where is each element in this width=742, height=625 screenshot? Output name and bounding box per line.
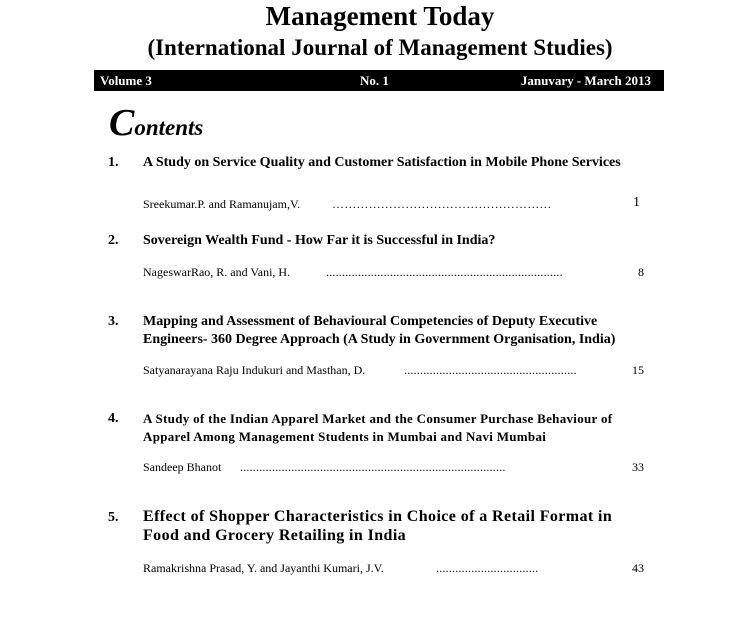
entry-authors: NageswarRao, R. and Vani, H.: [143, 265, 291, 279]
entry-page-number[interactable]: 33: [632, 460, 644, 474]
entry-number: 2.: [108, 233, 119, 248]
entry-title[interactable]: Mapping and Assessment of Behavioural Competencies of Deputy Executive Engineers- 360 Degree Approach (A Study in Government Organisation, India): [143, 314, 616, 347]
entry-leader: ..........................................................................: [326, 265, 563, 279]
entry-number: 5.: [108, 510, 119, 525]
entry-number: 3.: [108, 314, 119, 329]
entry-title[interactable]: A Study on Service Quality and Customer Satisfaction in Mobile Phone Services: [143, 155, 621, 170]
entry-number: 4.: [108, 411, 119, 426]
issue-period: Januvary - March 2013: [520, 73, 651, 88]
entry-title[interactable]: A Study of the Indian Apparel Market and the Consumer Purchase Behaviour of Apparel Among Management Students in Mumbai and Navi Mumbai: [143, 411, 613, 444]
entry-page-number[interactable]: 43: [632, 561, 644, 575]
entry-number: 1.: [108, 155, 119, 170]
journal-title: Management Today: [265, 1, 495, 31]
journal-subtitle: (International Journal of Management Studies): [147, 35, 613, 60]
entry-page-number[interactable]: 8: [638, 265, 644, 279]
entry-authors: Satyanarayana Raju Indukuri and Masthan, D.: [143, 363, 366, 377]
contents-heading-rest: ontents: [134, 115, 204, 140]
entry-authors: Sandeep Bhanot: [143, 460, 222, 474]
entry-page-number[interactable]: 15: [632, 363, 644, 377]
issue-number: No. 1: [360, 73, 389, 88]
contents-heading-initial: C: [109, 102, 135, 144]
entry-title[interactable]: Effect of Shopper Characteristics in Choice of a Retail Format in Food and Grocery Retailing in India: [143, 508, 613, 544]
entry-leader: ...................................................................................: [240, 460, 506, 474]
entry-page-number[interactable]: 1: [633, 195, 640, 210]
contents-heading: [109, 103, 203, 148]
entry-authors: Sreekumar.P. and Ramanujam,V.: [143, 197, 301, 211]
entry-leader: ………………………………………………: [332, 197, 552, 211]
issue-bar: [94, 70, 664, 91]
entry-authors: Ramakrishna Prasad, Y. and Jayanthi Kumari, J.V.: [143, 561, 384, 575]
issue-volume: Volume 3: [100, 73, 152, 88]
entry-leader: ................................: [436, 561, 539, 575]
entry-leader: ......................................................: [404, 363, 577, 377]
entry-title[interactable]: Sovereign Wealth Fund - How Far it is Successful in India?: [143, 233, 496, 248]
